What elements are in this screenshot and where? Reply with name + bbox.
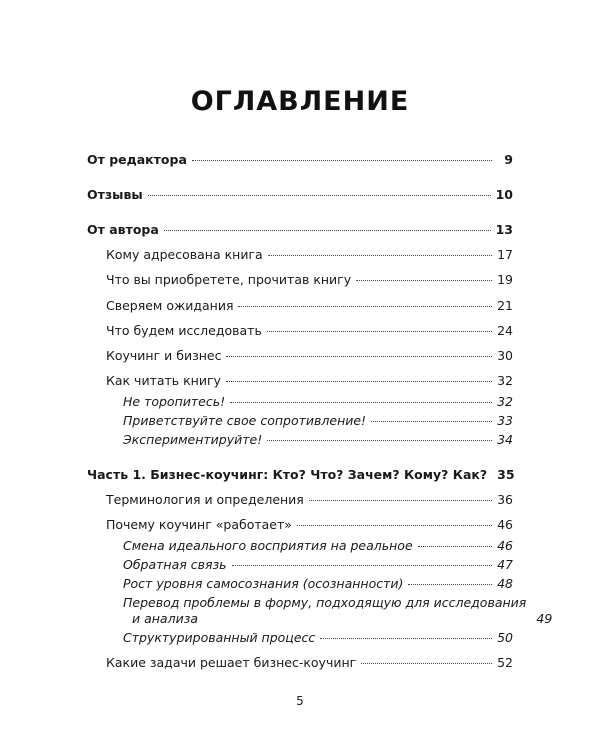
dot-leader	[356, 278, 492, 281]
toc-entry-page: 48	[497, 576, 513, 591]
toc-entry-page: 47	[497, 557, 513, 572]
toc-entry-page: 33	[497, 413, 513, 428]
toc-entry-title: Экспериментируйте!	[123, 432, 263, 447]
toc-entry[interactable]	[87, 247, 513, 263]
toc-entry[interactable]	[87, 492, 513, 508]
toc-entry-title: От автора	[87, 222, 159, 237]
toc-entry-page: 30	[497, 348, 513, 363]
toc-entry[interactable]	[87, 348, 513, 364]
toc-entry[interactable]	[87, 432, 513, 448]
toc-entry[interactable]	[87, 373, 513, 389]
dot-leader	[226, 354, 492, 357]
dot-leader	[226, 379, 492, 382]
toc-entry[interactable]	[87, 655, 513, 671]
dot-leader	[309, 498, 492, 501]
toc-entry[interactable]	[87, 557, 513, 573]
toc-entry[interactable]	[87, 517, 513, 533]
toc-entry[interactable]	[87, 595, 553, 627]
dot-leader	[267, 438, 492, 441]
dot-leader	[320, 636, 492, 639]
dot-leader	[232, 563, 492, 566]
dot-leader	[230, 400, 492, 403]
toc-entry-title: Как читать книгу	[106, 373, 221, 388]
dot-leader	[361, 661, 492, 664]
toc-entry-page: 19	[497, 272, 513, 287]
toc-entry-title: Кому адресована книга	[106, 247, 263, 262]
toc-entry-title-line2: и анализа	[132, 611, 199, 626]
toc-entry[interactable]	[87, 538, 513, 554]
dot-leader	[268, 253, 492, 256]
dot-leader	[148, 193, 491, 196]
toc-entry-page: 49	[536, 611, 553, 626]
toc-entry-page: 24	[497, 323, 513, 338]
toc-entry-title-line1: Перевод проблемы в форму, подходящую для исследования	[123, 595, 527, 610]
toc-entry[interactable]	[87, 222, 513, 238]
toc-entry-page: 21	[497, 298, 513, 313]
toc-entry-title: Часть 1. Бизнес-коучинг: Кто? Что? Зачем? Кому? Как?	[87, 467, 488, 482]
toc-entry-title: Что будем исследовать	[106, 323, 262, 338]
dot-leader	[418, 544, 492, 547]
toc-entry-page: 46	[497, 538, 513, 553]
page-number: 5	[296, 694, 304, 708]
dot-leader	[371, 419, 492, 422]
toc-entry-title: Приветствуйте свое сопротивление!	[123, 413, 367, 428]
toc-entry-title: Обратная связь	[123, 557, 227, 572]
toc-entry-title: Сверяем ожидания	[106, 298, 234, 313]
toc-entry-page: 34	[497, 432, 513, 447]
toc-entry[interactable]	[87, 467, 513, 483]
toc-entry-title	[123, 595, 526, 627]
toc-entry-page: 36	[497, 492, 513, 507]
toc-entry-page: 35	[497, 467, 515, 482]
toc-entry-page: 50	[497, 630, 513, 645]
toc-entry[interactable]	[87, 394, 513, 410]
toc-entry-title: Рост уровня самосознания (осознанности)	[123, 576, 404, 591]
toc-entry[interactable]	[87, 298, 513, 314]
dot-leader	[297, 523, 492, 526]
toc-entry-page: 32	[497, 373, 513, 388]
toc-entry[interactable]	[87, 272, 513, 288]
toc-entry-page: 13	[495, 222, 513, 237]
toc-entry[interactable]	[87, 630, 513, 646]
toc-entry-title: Что вы приобретете, прочитав книгу	[106, 272, 352, 287]
toc-entry[interactable]	[87, 413, 513, 429]
dot-leader	[408, 582, 492, 585]
toc-entry-page: 52	[497, 655, 513, 670]
toc-entry-title: Почему коучинг «работает»	[106, 517, 292, 532]
toc-entry-title: Не торопитесь!	[123, 394, 226, 409]
toc-entry-title: Структурированный процесс	[123, 630, 316, 645]
toc-entry-page: 9	[504, 152, 513, 167]
toc-entry-title: Смена идеального восприятия на реальное	[123, 538, 413, 553]
toc-entry[interactable]	[87, 187, 513, 203]
toc-entry-title: От редактора	[87, 152, 187, 167]
toc-entry-title: Терминология и определения	[106, 492, 304, 507]
dot-leader	[267, 329, 492, 332]
dot-leader	[192, 158, 492, 161]
toc-entry[interactable]	[87, 576, 513, 592]
toc-entry-page: 17	[497, 247, 513, 262]
toc-entry[interactable]	[87, 323, 513, 339]
dot-leader	[238, 304, 492, 307]
toc-entry-page: 10	[495, 187, 513, 202]
toc-entry-title: Отзывы	[87, 187, 143, 202]
toc-entry-page: 32	[497, 394, 513, 409]
toc-entry[interactable]	[87, 152, 513, 168]
toc-entry-title: Какие задачи решает бизнес-коучинг	[106, 655, 357, 670]
toc-entry-page: 46	[497, 517, 513, 532]
dot-leader	[164, 228, 491, 231]
toc-entry-title: Коучинг и бизнес	[106, 348, 222, 363]
page-title: ОГЛАВЛЕНИЕ	[190, 86, 410, 117]
